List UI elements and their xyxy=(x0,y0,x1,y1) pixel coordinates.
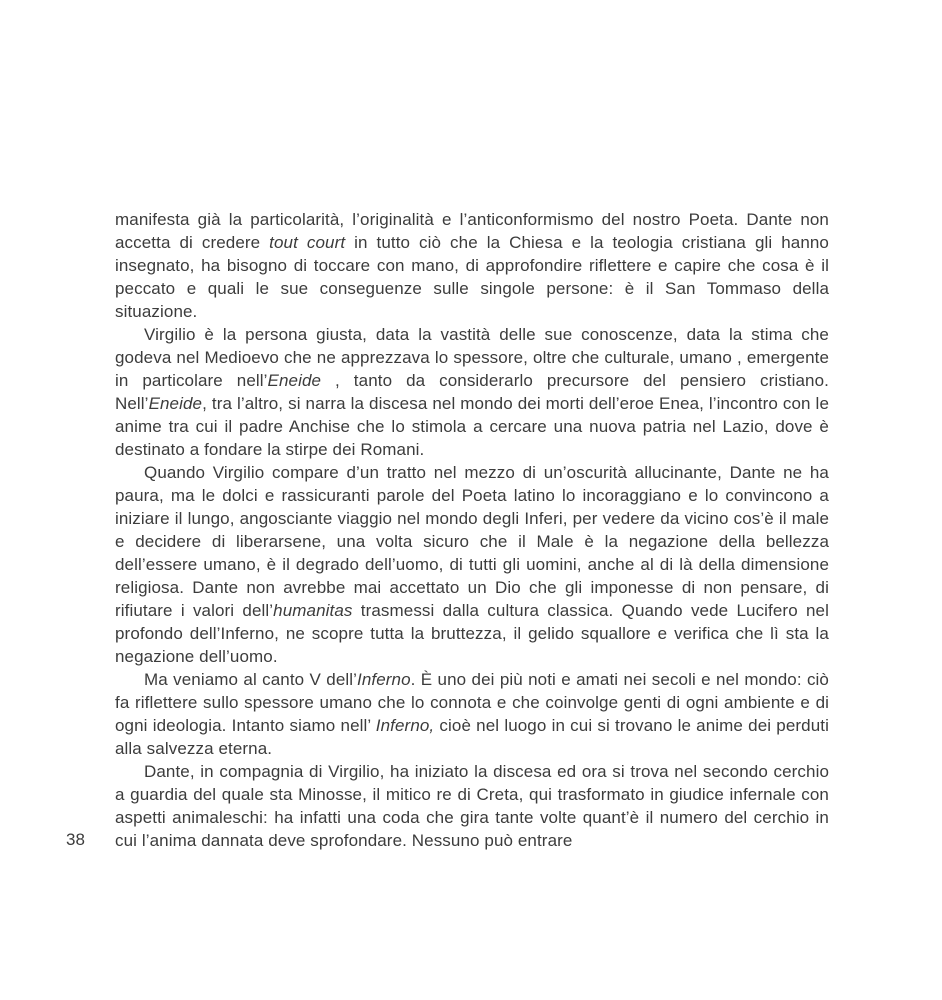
text-run: Quando Virgilio compare d’un tratto nel mezzo di un’oscurità allucinante, Dante ne ha paura, ma le dolci e rassicuranti parole del Poeta latino lo incoraggiano e lo convincono a iniziare il lungo, angosciante viaggio nel mondo degli Inferi, per vedere da vicino cos’è il male e decidere di liberarsene, una volta sicuro che il Male è la negazione della bellezza dell’essere umano, è il degrado dell’uomo, di tutti gli uomini, anche al di là della dimensione religiosa. Dante non avrebbe mai accettato un Dio che gli imponesse di non pensare, di rifiutare i valori dell’ xyxy=(115,463,829,620)
paragraph-dante-discesa xyxy=(115,760,829,852)
italic-text-run: Eneide xyxy=(148,394,203,413)
text-run: , tra l’altro, si narra la discesa nel mondo dei morti dell’eroe Enea, l’incontro con le anime tra cui il padre Anchise che lo stimola a cercare una nuova patria nel Lazio, dove è destinato a fondare la stirpe dei Romani. xyxy=(115,394,829,459)
paragraph-quando-virgilio xyxy=(115,461,829,668)
italic-text-run: Eneide xyxy=(267,371,322,390)
text-run: , tanto da considerarlo precursore del pensiero cristiano. Nell’ xyxy=(115,371,829,413)
italic-text-run: tout court xyxy=(269,233,346,252)
text-run: cioè nel luogo in cui si trovano le anime dei perduti alla salvezza eterna. xyxy=(115,716,829,758)
text-run: Ma veniamo al canto V dell’ xyxy=(144,670,358,689)
italic-text-run: Inferno xyxy=(357,670,411,689)
paragraph-virgilio xyxy=(115,323,829,461)
text-run: . È uno dei più noti e amati nei secoli e nel mondo: ciò fa riflettere sullo spessore umano che lo connota e che coinvolge genti di ogni ambiente e di ogni ideologia. Intanto siamo nell’ xyxy=(115,670,829,735)
italic-text-run: humanitas xyxy=(273,601,353,620)
page-number: 38 xyxy=(66,830,85,849)
text-run: trasmessi dalla cultura classica. Quando vede Lucifero nel profondo dell’Inferno, ne scopre tutta la bruttezza, il gelido squallore e verifica che lì sta la negazione dell’uomo. xyxy=(115,601,829,666)
text-run: Dante, in compagnia di Virgilio, ha iniziato la discesa ed ora si trova nel secondo cerchio a guardia del quale sta Minosse, il mitico re di Creta, qui trasformato in giudice infernale con aspetti animaleschi: ha infatti una coda che gira tante volte quant’è il numero del cerchio in cui l’anima dannata deve sprofondare. Nessuno può entrare xyxy=(115,762,829,850)
text-run: Virgilio è la persona giusta, data la vastità delle sue conoscenze, data la stima che godeva nel Medioevo che ne apprezzava lo spessore, oltre che culturale, umano , emergente in particolare nell’ xyxy=(115,325,829,390)
text-run: in tutto ciò che la Chiesa e la teologia cristiana gli hanno insegnato, ha bisogno di toccare con mano, di approfondire riflettere e capire che cosa è il peccato e quali le sue conseguenze sulle singole persone: è il San Tommaso della situazione. xyxy=(115,233,829,321)
paragraph-canto-v xyxy=(115,668,829,760)
paragraph-manifesta xyxy=(115,208,829,323)
text-column xyxy=(115,208,829,852)
italic-text-run: Inferno, xyxy=(375,716,435,735)
text-run: manifesta già la particolarità, l’originalità e l’anticonformismo del nostro Poeta. Dante non accetta di credere xyxy=(115,210,829,252)
